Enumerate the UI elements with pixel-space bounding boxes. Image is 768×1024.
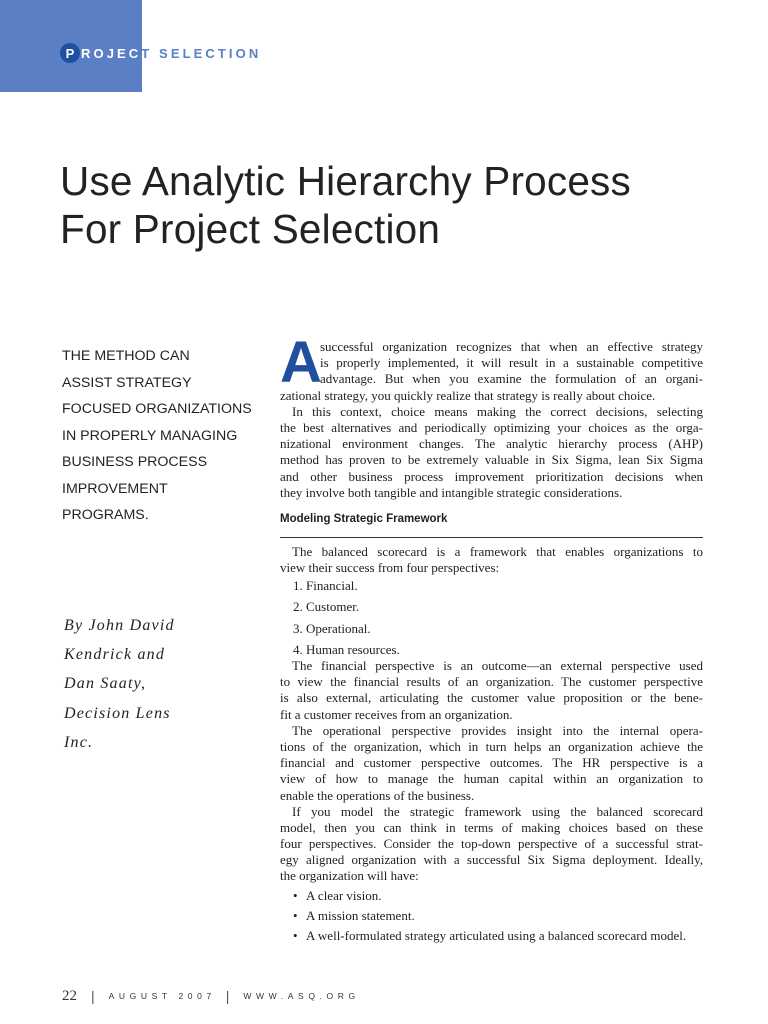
body-line: tions of the organization, which in turn helps an organization achieve the [280, 738, 703, 754]
page-footer [62, 986, 370, 1006]
deck-line: THE METHOD CAN [62, 348, 190, 364]
title-line: Use Analytic Hierarchy Process [60, 158, 631, 204]
bullet-icon: • [293, 907, 298, 923]
financial-paragraph [280, 658, 703, 723]
body-line: advantage. But when you examine the formulation of an organi- [320, 371, 703, 387]
issue-date: AUGUST 2007 [108, 991, 216, 1001]
body-line: The financial perspective is an outcome—an external perspective used [292, 658, 703, 673]
byline-line: By John David [64, 617, 175, 634]
body-line: In this context, choice means making the correct decisions, selecting [292, 403, 703, 419]
byline-line: Dan Saaty, [64, 675, 147, 693]
list-item [280, 928, 703, 944]
section-label-text-part1: ROJEC [81, 45, 142, 61]
body-line: The balanced scorecard is a framework that enables organizations to [292, 543, 703, 559]
body-line: fit a customer receives from an organization. [280, 706, 513, 722]
byline-line: Kendrick and [64, 646, 166, 664]
choice-paragraph [280, 404, 703, 501]
footer-separator: | [91, 988, 95, 1004]
bullet-text: A well-formulated strategy articulated using a balanced scorecard model. [306, 928, 687, 944]
deck-line: IMPROVEMENT [62, 480, 168, 497]
footer-separator: | [225, 988, 230, 1004]
body-line: The operational perspective provides insight into the internal opera- [292, 722, 703, 738]
body-line: egy aligned organization with a successful Six Sigma deployment. Ideally, [280, 852, 703, 868]
byline-line: Inc. [64, 733, 94, 751]
article-deck [62, 343, 262, 529]
deck-line: ASSIST STRATEGY [62, 374, 192, 391]
section-label-text-part2: T SELECTION [141, 45, 262, 61]
body-line: method has proven to be extremely valuable in Six Sigma, lean Six Sigma [280, 452, 703, 468]
body-line: is properly implemented, it will result in a sustainable competitive [320, 355, 703, 371]
bullet-text: A mission statement. [306, 907, 415, 923]
bullet-icon: • [293, 928, 298, 944]
body-line: view their success from four perspectives: [280, 560, 500, 576]
body-line: If you model the strategic framework using the balanced scorecard [292, 803, 703, 819]
deck-line: FOCUSED ORGANIZATIONS [62, 401, 252, 417]
byline-line: Decision Lens [64, 704, 171, 722]
bullet-list [280, 888, 703, 945]
article-title [60, 157, 750, 253]
article-body [280, 330, 703, 948]
section-label [60, 42, 261, 64]
body-line: four perspectives. Consider the top-down perspective of a successful strat- [280, 836, 703, 852]
drop-cap: A [280, 330, 322, 395]
page-number: 22 [62, 987, 77, 1004]
operational-paragraph [280, 723, 703, 804]
body-line: enable the operations of the business. [280, 787, 475, 803]
list-item: 2. Customer. [293, 599, 360, 615]
author-byline [64, 611, 264, 757]
deck-line: PROGRAMS. [62, 507, 149, 523]
body-line: zational strategy, you quickly realize that strategy is really about choice. [280, 387, 656, 403]
title-line: For Project Selection [60, 206, 441, 252]
bullet-text: A clear vision. [306, 887, 382, 903]
deck-line: BUSINESS PROCESS [62, 454, 208, 470]
intro-paragraph [280, 330, 703, 404]
body-line: and other business process improvement prioritization decisions when [280, 468, 703, 484]
body-line: model, then you can think in terms of making choices based on these [280, 819, 703, 835]
body-line: to view the financial results of an organization. The customer perspective [280, 674, 703, 690]
list-item: 4. Human resources. [293, 641, 400, 657]
body-line: successful organization recognizes that when an effective strategy [320, 339, 703, 354]
perspectives-list [280, 578, 703, 658]
model-paragraph [280, 804, 703, 885]
bullet-icon: • [293, 887, 298, 903]
subhead-rule [280, 537, 703, 538]
list-item [280, 888, 703, 904]
body-line: view of how to manage the human capital within an organization to [280, 771, 703, 787]
section-initial-badge: P [60, 43, 80, 63]
website-url: WWW.ASQ.ORG [243, 991, 360, 1001]
body-line: the best alternatives and periodically optimizing your choices as the orga- [280, 419, 703, 435]
body-line: is also external, articulating the customer value proposition or the bene- [280, 690, 703, 706]
scorecard-paragraph [280, 544, 703, 576]
deck-line: IN PROPERLY MANAGING [62, 427, 238, 444]
list-item: 3. Operational. [293, 620, 371, 636]
body-line: financial and customer perspective outcomes. The HR perspective is a [280, 755, 703, 771]
list-item: 1. Financial. [293, 578, 358, 594]
body-line: the organization will have: [280, 868, 419, 884]
list-item [280, 908, 703, 924]
body-line: nizational environment changes. The analytic hierarchy process (AHP) [280, 436, 703, 452]
body-line: they involve both tangible and intangible strategic considerations. [280, 484, 623, 500]
section-subhead: Modeling Strategic Framework [280, 512, 448, 525]
